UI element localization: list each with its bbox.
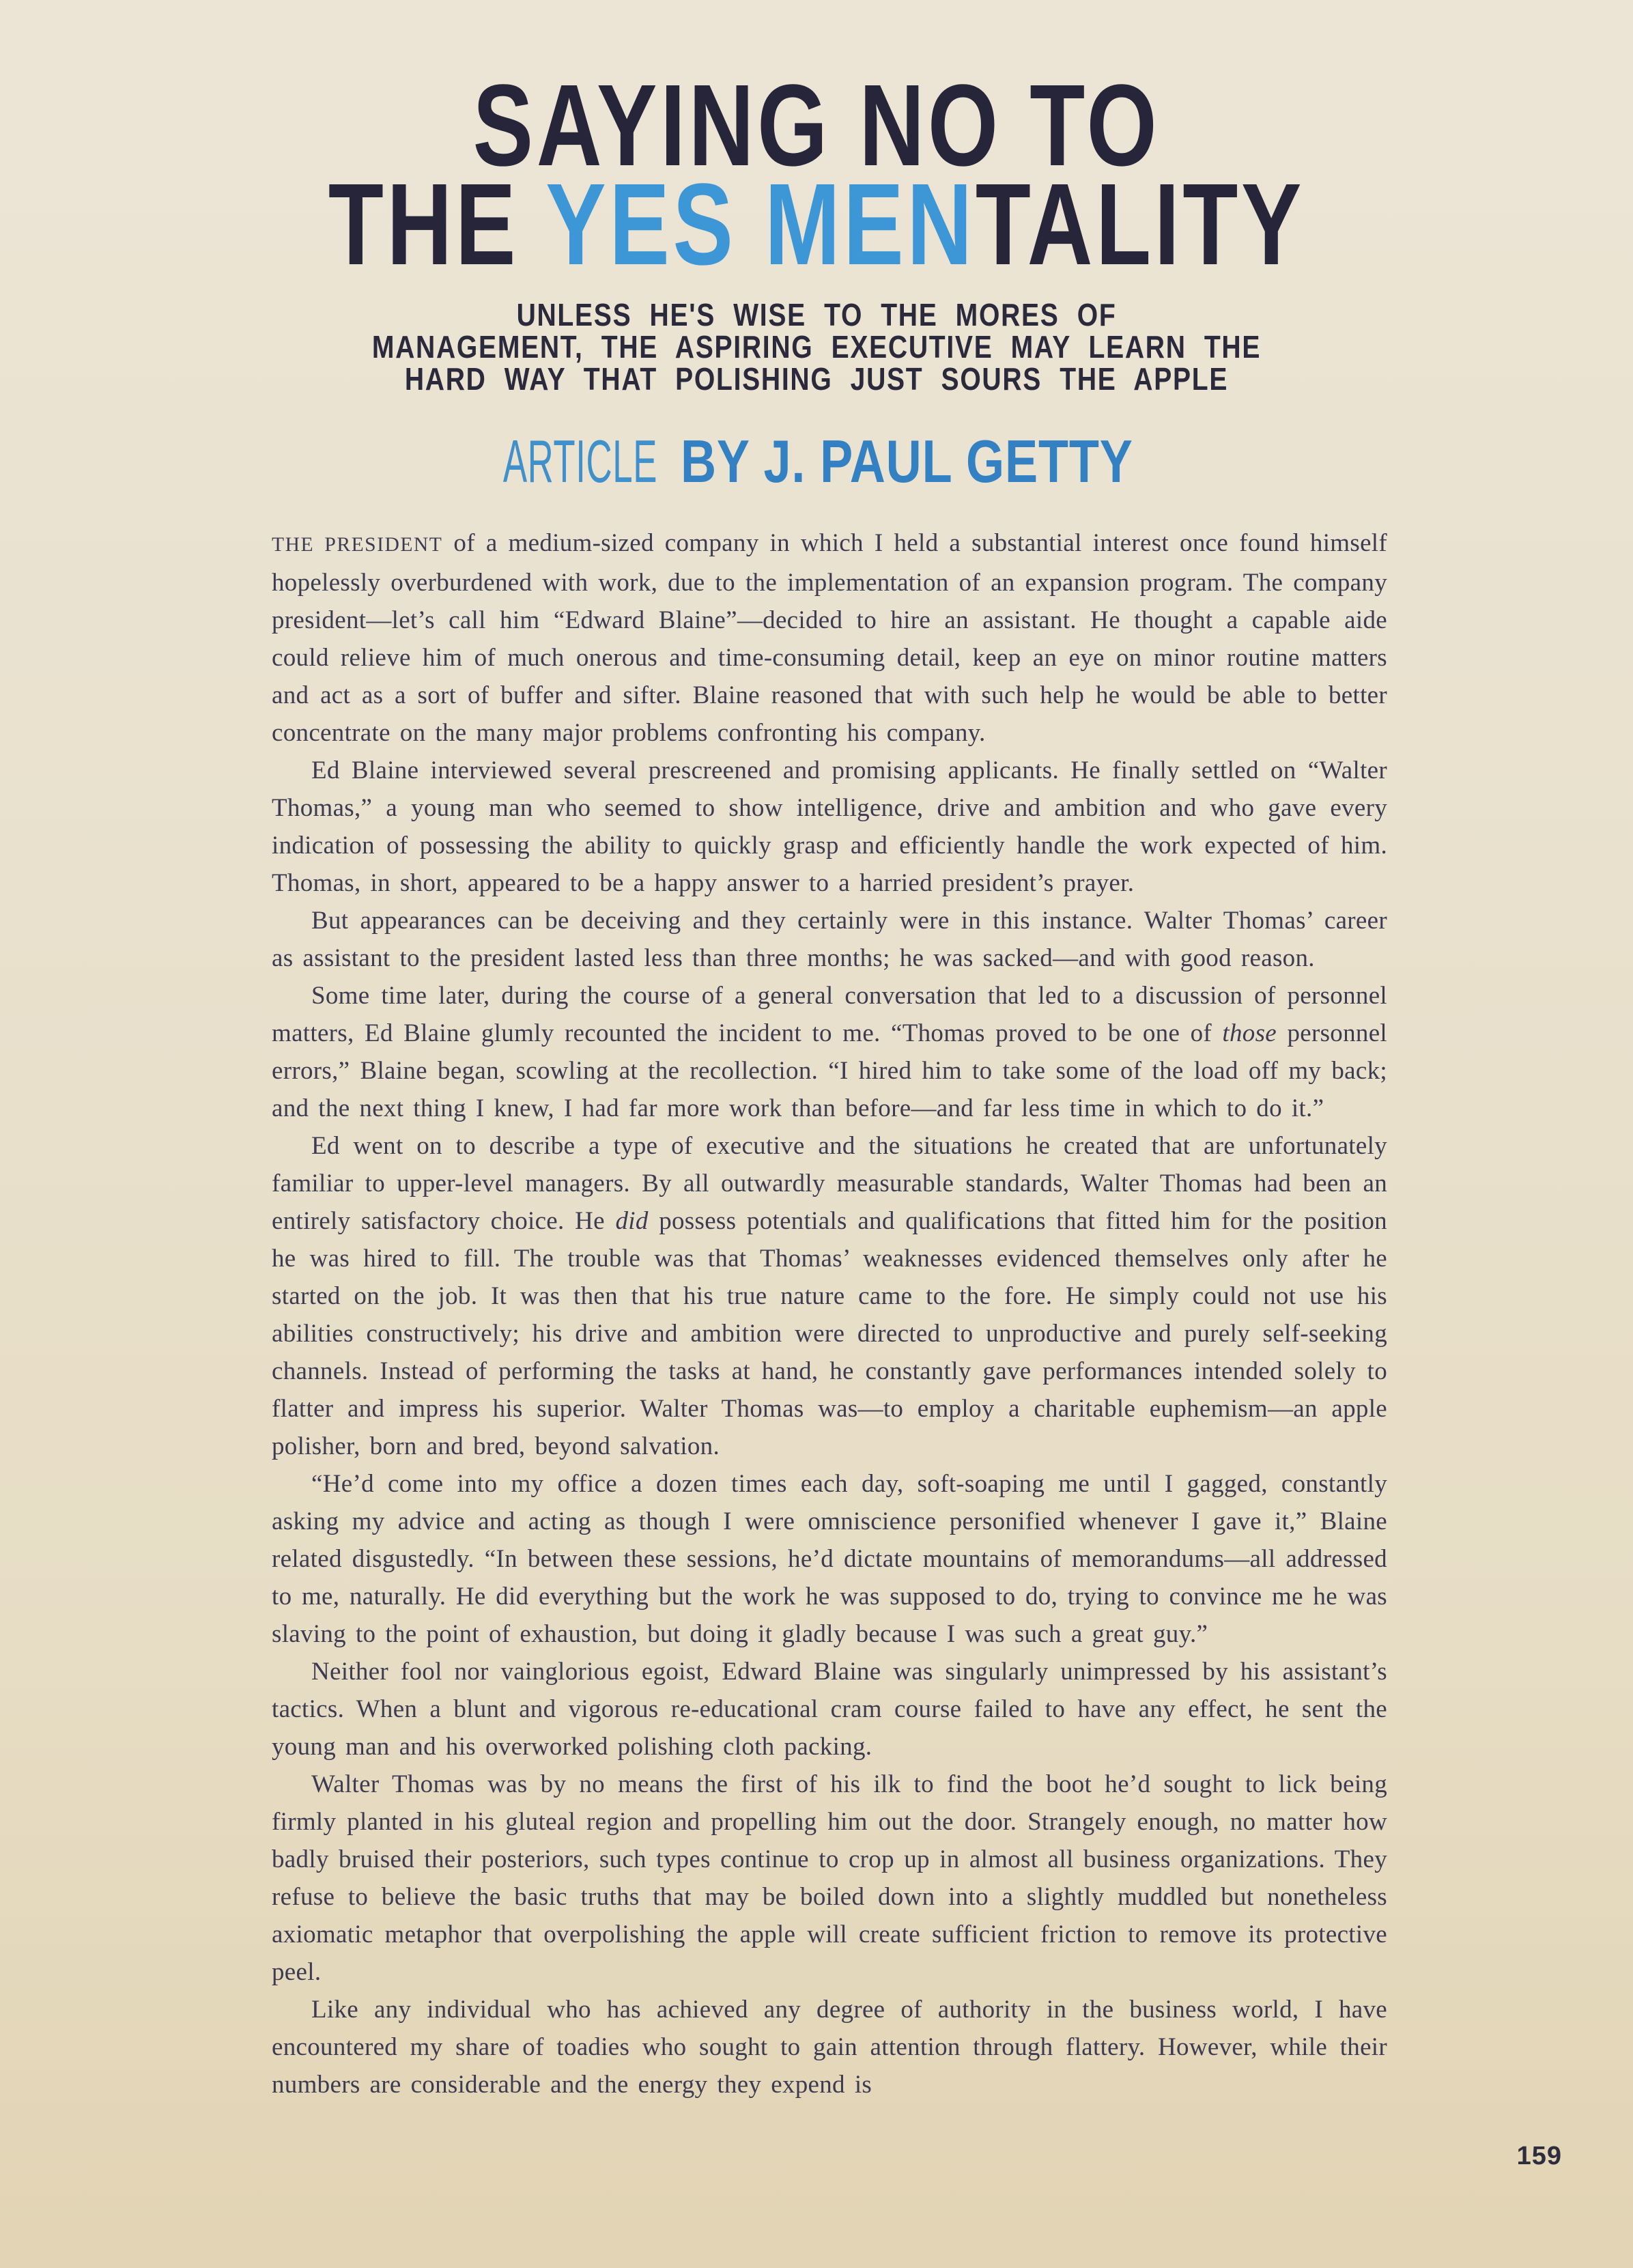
article-header bbox=[0, 0, 1633, 496]
article-body bbox=[272, 524, 1387, 2103]
title-text-the: THE bbox=[328, 160, 546, 289]
article-paragraph: Walter Thomas was by no means the first of his ilk to find the boot he’d sought to lick being firmly planted in his gluteal region and propelling him out the door. Strangely enough, no matter how badly bruised their posteriors, such types continue to crop up in almost all business organizations. They refuse to believe the basic truths that may be boiled down into a slightly muddled but nonetheless axiomatic metaphor that overpolishing the apple will create sufficient friction to remove its protective peel. bbox=[272, 1770, 1387, 1986]
title-line-2 bbox=[180, 160, 1453, 289]
article-paragraph: THE PRESIDENT of a medium-sized company in which I held a substantial interest once found himself hopelessly overburdened with work, due to the implementation of an expansion program. The company president—let’s call him “Edward Blaine”—decided to hire an assistant. He thought a capable aide could relieve him of much onerous and time-consuming detail, keep an eye on minor routine matters and act as a sort of buffer and sifter. Blaine reasoned that with such help he would be able to better concentrate on the many major problems confronting his company. bbox=[272, 529, 1387, 747]
article-paragraph: But appearances can be deceiving and they certainly were in this instance. Walter Thomas’ career as assistant to the president lasted less than three months; he was sacked—and with good reason. bbox=[272, 907, 1387, 972]
article-deck bbox=[0, 299, 1633, 395]
italic-run: did bbox=[615, 1207, 649, 1235]
small-caps-run: THE PRESIDENT bbox=[272, 534, 443, 556]
article-paragraph: “He’d come into my office a dozen times each day, soft-soaping me until I gagged, constantly asking my advice and acting as though I were omniscience personified whenever I gave it,” Blaine related disgustedly. “In between these sessions, he’d dictate mountains of memorandums—all addressed to me, naturally. He did everything but the work he was supposed to do, trying to convince me he was slaving to the point of exhaustion, but doing it gladly because I was such a great guy.” bbox=[272, 1470, 1387, 1648]
deck-line-1: UNLESS HE'S WISE TO THE MORES OF bbox=[516, 297, 1117, 332]
deck-line-3: HARD WAY THAT POLISHING JUST SOURS THE APPLE bbox=[404, 361, 1229, 397]
article-paragraph: Like any individual who has achieved any degree of authority in the business world, I have encountered my share of toadies who sought to gain attention through flattery. However, while their numbers are considerable and the energy they expend is bbox=[272, 1996, 1387, 2099]
article-paragraph: Ed went on to describe a type of executive and the situations he created that are unfortunately familiar to upper-level managers. By all outwardly measurable standards, Walter Thomas had been an entirely satisfactory choice. He did possess potentials and qualifications that fitted him for the position he was hired to fill. The trouble was that Thomas’ weaknesses evidenced themselves only after he started on the job. It was then that his true nature came to the fore. He simply could not use his abilities constructively; his drive and ambition were directed to unproductive and purely self-seeking channels. Instead of performing the tasks at hand, he constantly gave performances intended solely to flatter and impress his superior. Walter Thomas was—to employ a charitable euphemism—an apple polisher, born and bred, beyond salvation. bbox=[272, 1132, 1387, 1460]
title-accent-yes-men: YES MEN bbox=[545, 160, 976, 289]
byline bbox=[0, 427, 1633, 496]
article-paragraph: Some time later, during the course of a general conversation that led to a discussion of personnel matters, Ed Blaine glumly recounted the incident to me. “Thomas proved to be one of those personnel errors,” Blaine began, scowling at the recollection. “I hired him to take some of the load off my back; and the next thing I knew, I had far more work than before—and far less time in which to do it.” bbox=[272, 982, 1387, 1122]
byline-kicker: ARTICLE bbox=[503, 427, 658, 495]
article-paragraph: Ed Blaine interviewed several prescreened and promising applicants. He finally settled on “Walter Thomas,” a young man who seemed to show intelligence, drive and ambition and who gave every indication of possessing the ability to quickly grasp and efficiently handle the work expected of him. Thomas, in short, appeared to be a happy answer to a harried president’s prayer. bbox=[272, 756, 1387, 897]
byline-author: BY J. PAUL GETTY bbox=[681, 427, 1134, 495]
deck-line-2: MANAGEMENT, THE ASPIRING EXECUTIVE MAY LEARN THE bbox=[371, 329, 1262, 365]
article-paragraph: Neither fool nor vainglorious egoist, Edward Blaine was singularly unimpressed by his assistant’s tactics. When a blunt and vigorous re-educational cram course failed to have any effect, he sent the young man and his overworked polishing cloth packing. bbox=[272, 1658, 1387, 1761]
italic-run: those bbox=[1222, 1019, 1277, 1047]
article-title bbox=[0, 61, 1633, 289]
title-text: SAYING NO TO bbox=[472, 61, 1161, 190]
page-number: 159 bbox=[1516, 2142, 1562, 2170]
title-text-tality: TALITY bbox=[975, 160, 1305, 289]
